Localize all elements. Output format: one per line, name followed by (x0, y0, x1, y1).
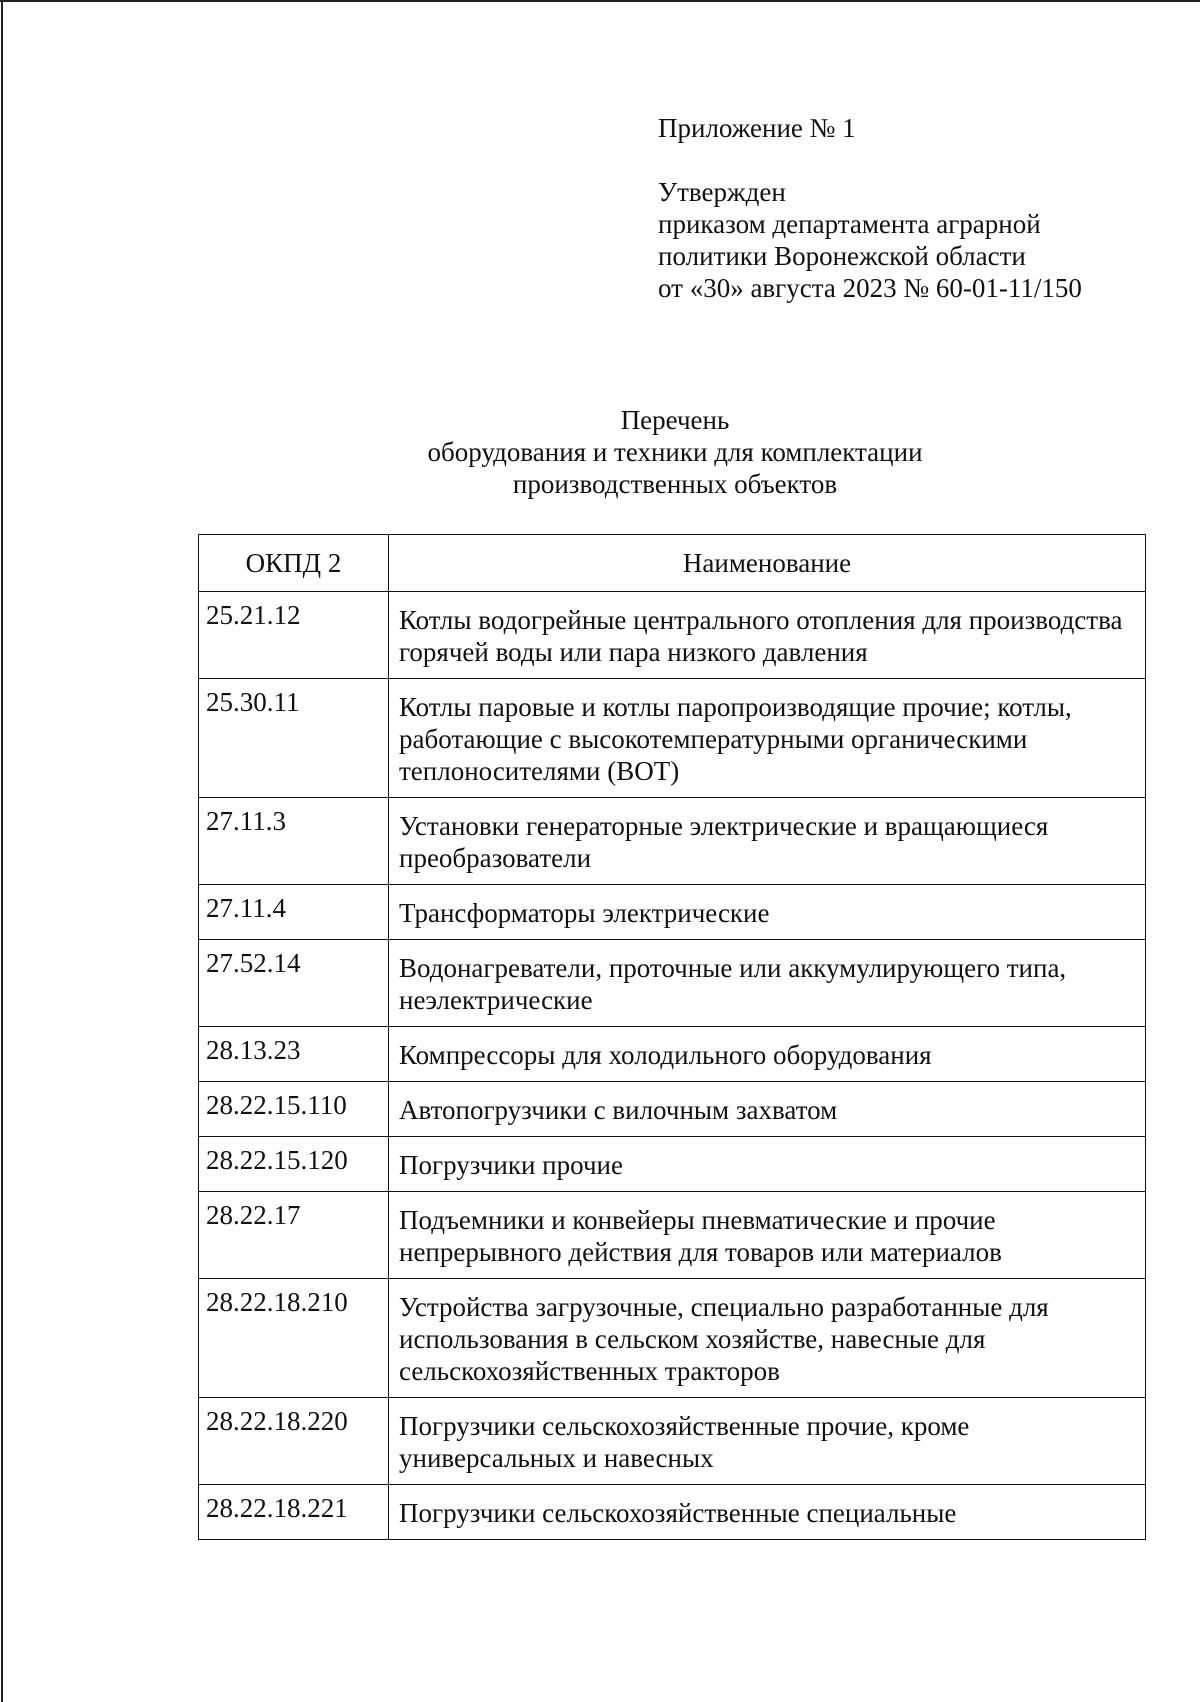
equipment-table (198, 534, 1146, 1540)
table-row (199, 1027, 1146, 1082)
appendix-number: Приложение № 1 (658, 113, 856, 143)
table-row (199, 1485, 1146, 1540)
table-row (199, 679, 1146, 798)
document-title (200, 404, 1150, 500)
item-name-cell: Установки генераторные электрические и вращающиеся преобразователи (389, 798, 1146, 885)
table-row (199, 1082, 1146, 1137)
table-row (199, 592, 1146, 679)
okpd2-code-cell: 25.21.12 (199, 592, 389, 679)
approval-block (658, 112, 1178, 304)
item-name-cell: Погрузчики прочие (389, 1137, 1146, 1192)
item-name-cell: Подъемники и конвейеры пневматические и прочие непрерывного действия для товаров или материалов (389, 1192, 1146, 1279)
table-row (199, 798, 1146, 885)
table-row (199, 1398, 1146, 1485)
table-body (199, 592, 1146, 1540)
okpd2-code-cell: 28.22.15.110 (199, 1082, 389, 1137)
okpd2-code-cell: 25.30.11 (199, 679, 389, 798)
title-line: оборудования и техники для комплектации (427, 437, 923, 467)
item-name-cell: Котлы паровые и котлы паропроизводящие прочие; котлы, работающие с высокотемпературными органическими теплоносителями (ВОТ) (389, 679, 1146, 798)
okpd2-code-cell: 27.11.4 (199, 885, 389, 940)
scan-left-edge (1, 0, 3, 1702)
table-header-row (199, 535, 1146, 592)
approval-date-line: от «30» августа 2023 № 60-01-11/150 (658, 273, 1082, 303)
okpd2-code-cell: 28.22.18.210 (199, 1279, 389, 1398)
okpd2-code-cell: 27.11.3 (199, 798, 389, 885)
scan-top-edge (0, 0, 1200, 2)
okpd2-code-cell: 28.22.17 (199, 1192, 389, 1279)
table-row (199, 1192, 1146, 1279)
title-line: Перечень (620, 405, 730, 435)
title-line: производственных объектов (512, 469, 838, 499)
item-name-cell: Компрессоры для холодильного оборудования (389, 1027, 1146, 1082)
okpd2-code-cell: 28.22.15.120 (199, 1137, 389, 1192)
item-name-cell: Котлы водогрейные центрального отопления для производства горячей воды или пара низкого давления (389, 592, 1146, 679)
header-okpd2: ОКПД 2 (199, 535, 389, 592)
okpd2-code-cell: 28.22.18.220 (199, 1398, 389, 1485)
item-name-cell: Водонагреватели, проточные или аккумулирующего типа, неэлектрические (389, 940, 1146, 1027)
item-name-cell: Погрузчики сельскохозяйственные прочие, кроме универсальных и навесных (389, 1398, 1146, 1485)
okpd2-code-cell: 27.52.14 (199, 940, 389, 1027)
item-name-cell: Устройства загрузочные, специально разработанные для использования в сельском хозяйстве, навесные для сельскохозяйственных тракторов (389, 1279, 1146, 1398)
item-name-cell: Трансформаторы электрические (389, 885, 1146, 940)
item-name-cell: Автопогрузчики с вилочным захватом (389, 1082, 1146, 1137)
table-row (199, 940, 1146, 1027)
item-name-cell: Погрузчики сельскохозяйственные специальные (389, 1485, 1146, 1540)
okpd2-code-cell: 28.22.18.221 (199, 1485, 389, 1540)
approval-line: приказом департамента аграрной (658, 209, 1041, 239)
approval-line: Утвержден (658, 177, 786, 207)
approval-line: политики Воронежской области (658, 241, 1026, 271)
table-row (199, 1279, 1146, 1398)
okpd2-code-cell: 28.13.23 (199, 1027, 389, 1082)
table-row (199, 1137, 1146, 1192)
table-row (199, 885, 1146, 940)
header-name: Наименование (389, 535, 1146, 592)
